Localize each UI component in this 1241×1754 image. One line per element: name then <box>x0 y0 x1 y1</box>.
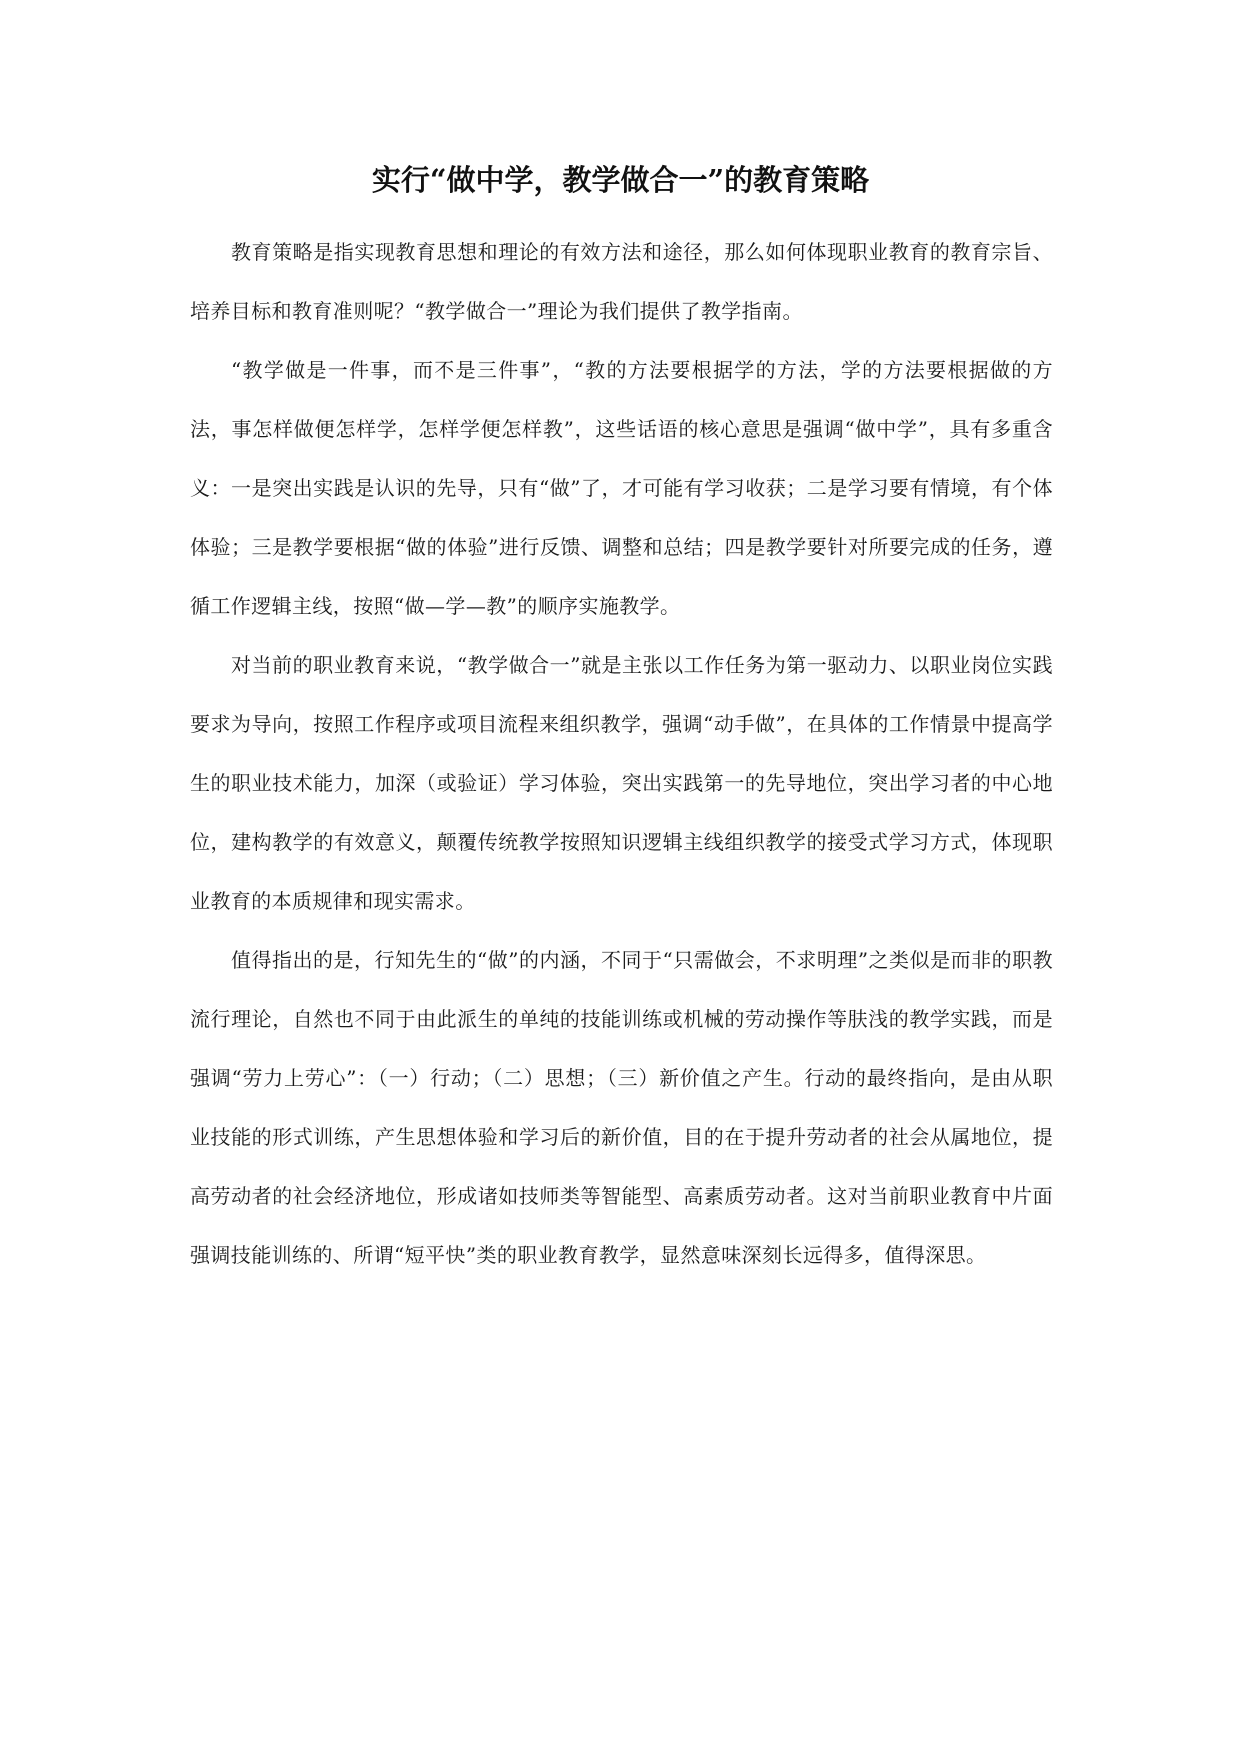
document-body <box>190 223 1053 1285</box>
document-title: 实行“做中学，教学做合一”的教育策略 <box>371 163 870 197</box>
paragraph-3: 对当前的职业教育来说，“教学做合一”就是主张以工作任务为第一驱动力、以职业岗位实践要求为导向，按照工作程序或项目流程来组织教学，强调“动手做”，在具体的工作情景中提高学生的职业技术能力，加深（或验证）学习体验，突出实践第一的先导地位，突出学习者的中心地位，建构教学的有效意义，颠覆传统教学按照知识逻辑主线组织教学的接受式学习方式，体现职业教育的本质规律和现实需求。 <box>190 653 1053 913</box>
paragraph-2: “教学做是一件事，而不是三件事”，“教的方法要根据学的方法，学的方法要根据做的方法，事怎样做便怎样学，怎样学便怎样教”，这些话语的核心意思是强调“做中学”，具有多重含义：一是突出实践是认识的先导，只有“做”了，才可能有学习收获；二是学习要有情境，有个体体验；三是教学要根据“做的体验”进行反馈、调整和总结；四是教学要针对所要完成的任务，遵循工作逻辑主线，按照“做—学—教”的顺序实施教学。 <box>190 358 1053 618</box>
paragraph-1: 教育策略是指实现教育思想和理论的有效方法和途径，那么如何体现职业教育的教育宗旨、培养目标和教育准则呢？“教学做合一”理论为我们提供了教学指南。 <box>190 240 1053 323</box>
paragraph-4: 值得指出的是，行知先生的“做”的内涵，不同于“只需做会，不求明理”之类似是而非的职教流行理论，自然也不同于由此派生的单纯的技能训练或机械的劳动操作等肤浅的教学实践，而是强调“劳力上劳心”：（一）行动；（二）思想；（三）新价值之产生。行动的最终指向，是由从职业技能的形式训练，产生思想体验和学习后的新价值，目的在于提升劳动者的社会从属地位，提高劳动者的社会经济地位，形成诸如技师类等智能型、高素质劳动者。这对当前职业教育中片面强调技能训练的、所谓“短平快”类的职业教育教学，显然意味深刻长远得多，值得深思。 <box>190 948 1053 1267</box>
